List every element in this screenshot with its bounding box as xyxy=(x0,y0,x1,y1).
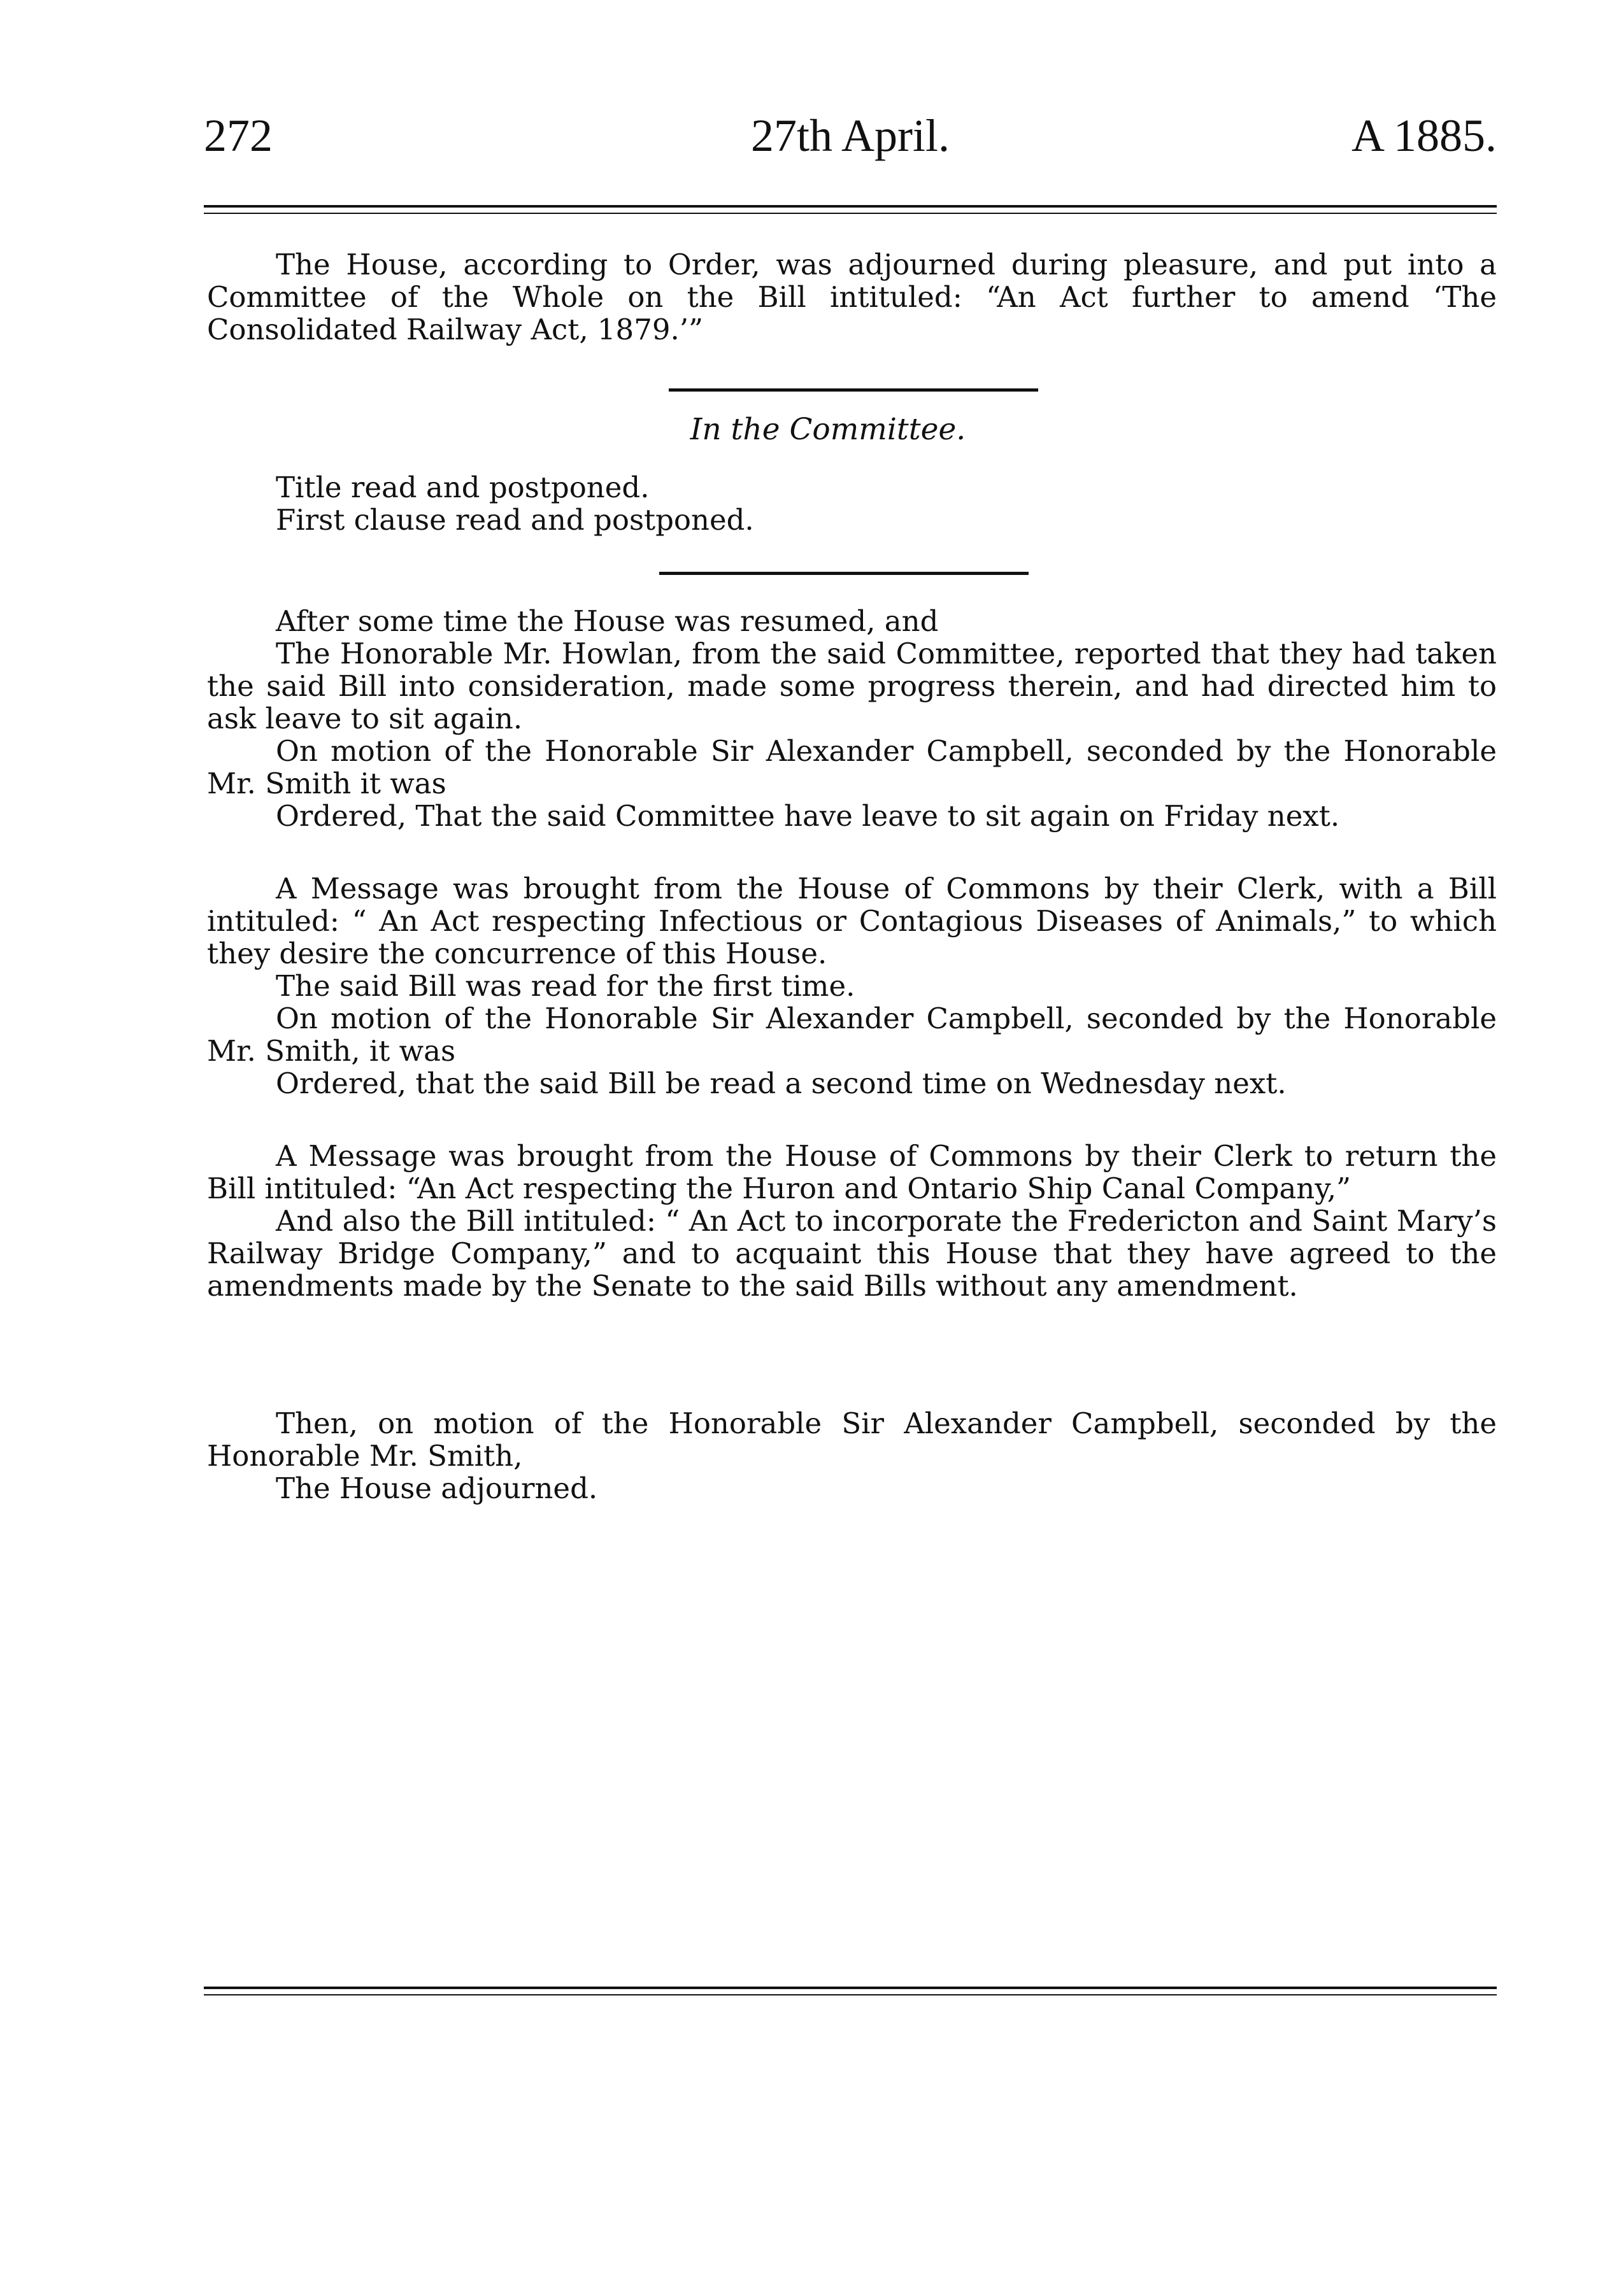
paragraph-ordered-1: Ordered, That the said Committee have leave to sit again on Friday next. xyxy=(276,799,1340,833)
page-header xyxy=(204,107,1497,177)
paragraph-bill-read-first: The said Bill was read for the first time. xyxy=(276,969,855,1003)
paragraph-message-1: A Message was brought from the House of Commons by their Clerk, with a Bill intituled: “ An Act respecting Infectious or Contagious Diseases of Animals,” to which they desire the concurrence of this House. xyxy=(207,872,1497,970)
paragraph-committee-of-whole: The House, according to Order, was adjourned during pleasure, and put into a Committee of the Whole on the Bill intituled: “An Act further to amend ‘The Consolidated Railway Act, 1879.’” xyxy=(207,248,1497,346)
header-year: A 1885. xyxy=(1351,110,1497,161)
paragraph-adjourned: The House adjourned. xyxy=(276,1471,598,1505)
paragraph-message-2: A Message was brought from the House of Commons by their Clerk to return the Bill intituled: “An Act respecting the Huron and Ontario Ship Canal Company,” xyxy=(207,1139,1497,1205)
header-date: 27th April. xyxy=(750,110,950,161)
paragraph-motion-2: On motion of the Honorable Sir Alexander Campbell, seconded by the Honorable Mr. Smith, it was xyxy=(207,1002,1497,1068)
section-divider-2 xyxy=(659,572,1029,575)
paragraph-motion-3: Then, on motion of the Honorable Sir Alexander Campbell, seconded by the Honorable Mr. Smith, xyxy=(207,1407,1497,1473)
paragraph-title-read: Title read and postponed. xyxy=(276,471,650,504)
paragraph-ordered-2: Ordered, that the said Bill be read a second time on Wednesday next. xyxy=(276,1067,1287,1100)
section-divider-1 xyxy=(669,388,1038,392)
adjournment-block xyxy=(207,1407,1497,1505)
resumed-block xyxy=(207,605,1497,832)
footer-rule xyxy=(204,1987,1497,1995)
paragraph-also-bill: And also the Bill intituled: “ An Act to incorporate the Fredericton and Saint Mary’s Railway Bridge Company,” and to acquaint this House that they have agreed to the amendments made by the Senate to the said Bills without any amendment. xyxy=(207,1204,1497,1303)
paragraph-house-resumed: After some time the House was resumed, and xyxy=(276,604,939,638)
paragraph-first-clause: First clause read and postponed. xyxy=(276,503,754,537)
message-1-block xyxy=(207,872,1497,1100)
paragraph-motion-1: On motion of the Honorable Sir Alexander Campbell, seconded by the Honorable Mr. Smith it was xyxy=(207,734,1497,800)
committee-heading: In the Committee. xyxy=(690,412,966,447)
committee-block xyxy=(207,471,1497,536)
opening-paragraph-block xyxy=(207,248,1497,346)
page-number: 272 xyxy=(204,110,273,161)
paragraph-howlan-report: The Honorable Mr. Howlan, from the said Committee, reported that they had taken the said Bill into consideration, made some progress therein, and had directed him to ask leave to sit again. xyxy=(207,637,1497,735)
message-2-block xyxy=(207,1140,1497,1302)
header-rule xyxy=(204,205,1497,214)
